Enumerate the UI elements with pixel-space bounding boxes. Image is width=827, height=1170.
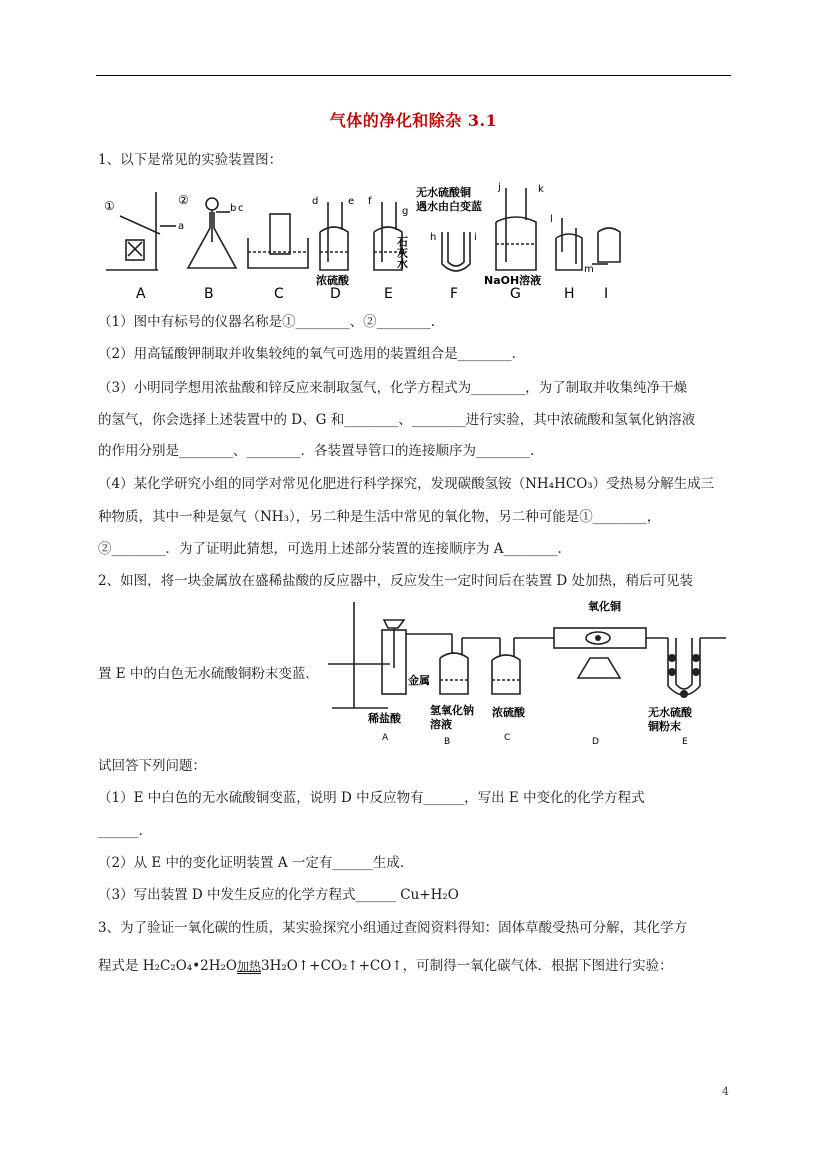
q3-equation-left: 程式是 H₂C₂O₄•2H₂O [98, 958, 238, 974]
apparatus-letter: F [450, 286, 459, 302]
q1-part2: （2）用高锰酸钾制取并收集较纯的氧气可选用的装置组合是________. [98, 346, 516, 362]
apparatus-letter: C [504, 733, 511, 743]
label-cuso4-powder: 铜粉末 [648, 720, 681, 733]
port-label: d [312, 196, 319, 207]
port-label: k [538, 184, 544, 195]
circle-label-1: ① [104, 199, 115, 213]
q1-intro: 1、以下是常见的实验装置图： [98, 152, 283, 168]
port-label: l [550, 214, 553, 225]
page-title: 气体的净化和除杂 3.1 [329, 111, 498, 130]
apparatus-letter: E [384, 286, 393, 302]
apparatus-letter: I [604, 286, 609, 302]
label-solution: 溶液 [430, 718, 452, 731]
label-conc-sulfuric: 浓硫酸 [492, 706, 525, 719]
page-number: 4 [722, 1085, 729, 1098]
q2-line4: （1）E 中白色的无水硫酸铜变蓝，说明 D 中反应物有______，写出 E 中变化的化学方程式 [98, 790, 645, 806]
port-label: j [498, 182, 501, 193]
q1-part3-line2: 的氢气，你会选择上述装置中的 D、G 和________、________进行实验，其中浓硫酸和氢氧化钠溶液 [98, 412, 696, 428]
caption-white-to-blue: 遇水由白变蓝 [416, 200, 482, 213]
label-metal: 金属 [408, 674, 430, 687]
caption-naoh-solution: NaOH溶液 [484, 274, 542, 287]
q1-part4-line3: ②________．为了证明此猜想，可选用上述部分装置的连接顺序为 A________. [98, 541, 562, 557]
q3-line2 [98, 957, 673, 975]
label-copper-oxide: 氧化铜 [588, 600, 621, 613]
port-label: c [238, 203, 244, 214]
q3-heating-condition: 加热 [237, 959, 262, 973]
q2-line7: （3）写出装置 D 中发生反应的化学方程式______ Cu+H₂O [98, 887, 459, 903]
apparatus-letter: B [204, 286, 214, 302]
apparatus-letter: H [564, 286, 575, 302]
apparatus-letter: D [592, 737, 599, 747]
port-label: f [368, 196, 372, 207]
q2-line6: （2）从 E 中的变化证明装置 A 一定有______生成. [98, 855, 405, 871]
caption-anhydrous-cuso4: 无水硫酸铜 [416, 186, 471, 199]
apparatus-letter: C [274, 286, 284, 302]
q3-line1: 3、为了验证一氧化碳的性质，某实验探究小组通过查阅资料得知：固体草酸受热可分解，其化学方 [98, 920, 688, 936]
apparatus-letter: D [330, 286, 341, 302]
q1-part3-line1: （3）小明同学想用浓盐酸和锌反应来制取氢气，化学方程式为________，为了制取并收集纯净干燥 [98, 380, 688, 396]
q1-part1: （1）图中有标号的仪器名称是①________、②________. [98, 314, 435, 330]
port-label: g [402, 206, 409, 217]
q1-part3-line3: 的作用分别是________、________．各装置导管口的连接顺序为________. [98, 443, 535, 459]
q2-line1: 2、如图，将一块金属放在盛稀盐酸的反应器中，反应发生一定时间后在装置 D 处加热，稍后可见装 [98, 573, 693, 589]
q2-apparatus-figure [328, 598, 732, 748]
apparatus-letter: A [136, 286, 146, 302]
q1-part4-line2: 种物质，其中一种是氨气（NH₃），另二种是生活中常见的氧化物，另二种可能是①________， [98, 509, 661, 525]
apparatus-letter: G [510, 286, 521, 302]
q3-equation-right: 3H₂O↑+CO₂↑+CO↑，可制得一氧化碳气体．根据下图进行实验： [261, 958, 673, 974]
q1-apparatus-figure [98, 182, 628, 304]
circle-label-2: ② [178, 193, 189, 207]
port-label: a [178, 221, 185, 232]
port-label: e [348, 196, 355, 207]
port-label: m [584, 264, 594, 275]
caption-conc-sulfuric-acid: 浓硫酸 [316, 274, 349, 287]
label-anhydrous: 无水硫酸 [648, 706, 692, 719]
label-dilute-hcl: 稀盐酸 [368, 712, 401, 725]
apparatus-letter: A [382, 733, 389, 743]
q2-line2: 置 E 中的白色无水硫酸铜粉末变蓝． [98, 666, 319, 682]
label-naoh: 氢氧化钠 [430, 704, 474, 717]
q1-part4-line1: （4）某化学研究小组的同学对常见化肥进行科学探究，发现碳酸氢铵（NH₄HCO₃）受热易分解生成三 [98, 476, 715, 492]
port-label: b [230, 203, 237, 214]
apparatus-letter: B [444, 737, 451, 747]
q2-line5: ______. [98, 823, 143, 839]
apparatus-letter: E [682, 737, 688, 747]
caption-limewater: 石灰水 [395, 236, 409, 269]
port-label: h [430, 232, 437, 243]
q2-line3: 试回答下列问题： [98, 758, 206, 774]
port-label: i [474, 232, 477, 243]
header-rule [96, 75, 731, 76]
